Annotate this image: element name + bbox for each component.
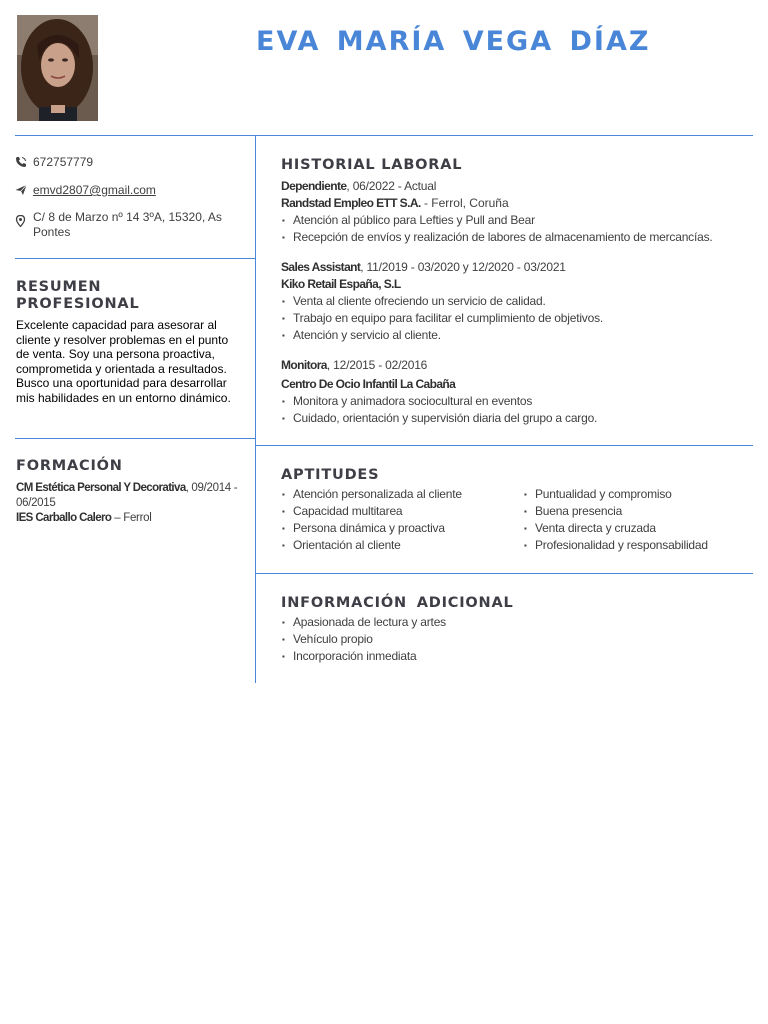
job-dates: , 06/2022 - Actual [346,179,437,193]
job-bullet: ▪ Venta al cliente ofreciendo un servicio de calidad. [281,293,603,310]
job-bullet: ▪ Trabajo en equipo para facilitar el cumplimiento de objetivos. [281,310,603,327]
job-company: Centro De Ocio Infantil La Cabaña [281,377,456,391]
skill-item: ▪ Venta directa y cruzada [523,520,708,537]
additional-title: INFORMACIÓN ADICIONAL [281,595,514,611]
job-bullet: ▪ Atención y servicio al cliente. [281,327,603,344]
additional-item: ▪ Incorporación inmediata [281,648,446,665]
job-bullet: ▪ Atención al público para Lefties y Pull and Bear [281,212,713,229]
skill-item: ▪ Capacidad multitarea [281,503,462,520]
job-entry [281,178,713,246]
skills-list-left [281,486,462,554]
education-dates: , 09/2014 - 06/2015 [16,482,238,509]
contact-phone [15,155,93,170]
additional-list [281,614,446,665]
contact-address [15,210,240,240]
job-dates: , 11/2019 - 03/2020 y 12/2020 - 03/2021 [360,260,566,274]
education-entry [16,481,246,526]
additional-item: ▪ Apasionada de lectura y artes [281,614,446,631]
contact-email[interactable] [15,183,156,198]
summary-text: Excelente capacidad para asesorar al cliente y resolver problemas en el punto de venta. Soy una persona proactiva, comprometida y orientada a resultados. Busco una oportunidad para desarrollar mis habilidades en un entorno dinámico. [16,318,231,405]
job-entry [281,259,603,344]
profile-photo [17,15,98,121]
job-role: Monitora [281,358,327,372]
skill-item: ▪ Atención personalizada al cliente [281,486,462,503]
header-divider [15,135,753,136]
skills-divider [255,573,753,574]
job-dates: , 12/2015 - 02/2016 [326,358,428,372]
education-school: IES Carballo Calero [16,512,112,524]
education-title: FORMACIÓN [16,458,123,474]
summary-divider [15,438,255,439]
skill-item: ▪ Profesionalidad y responsabilidad [523,537,708,554]
job-location: - Ferrol, Coruña [420,196,509,210]
skill-item: ▪ Puntualidad y compromiso [523,486,708,503]
email-link[interactable]: emvd2807@gmail.com [33,183,156,197]
location-pin-icon [15,214,33,228]
phone-number: 672757779 [33,155,94,169]
portrait-image [17,15,98,121]
job-role: Dependiente [281,179,347,193]
skill-item: ▪ Persona dinámica y proactiva [281,520,462,537]
skill-item: ▪ Orientación al cliente [281,537,462,554]
education-location: – Ferrol [111,512,152,524]
paper-plane-icon [15,183,33,197]
education-degree: CM Estética Personal Y Decorativa [16,482,186,494]
column-divider [255,135,256,683]
job-company: Kiko Retail España, S.L [281,277,401,291]
phone-icon [15,155,33,169]
skills-title: APTITUDES [281,467,380,483]
address-text: C/ 8 de Marzo nº 14 3ºA, 15320, As Pontes [33,210,222,239]
work-title: HISTORIAL LABORAL [281,157,463,173]
job-bullet: ▪ Cuidado, orientación y supervisión diaria del grupo a cargo. [281,410,597,427]
job-company: Randstad Empleo ETT S.A. [281,196,421,210]
contact-divider [15,258,255,259]
job-bullet: ▪ Monitora y animadora sociocultural en eventos [281,393,597,410]
skills-list-right [523,486,708,554]
job-entry [281,357,597,427]
job-role: Sales Assistant [281,260,361,274]
summary-title: RESUMEN PROFESIONAL [16,279,140,312]
work-divider [255,445,753,446]
candidate-name: EVA MARÍA VEGA DÍAZ [256,26,651,57]
skill-item: ▪ Buena presencia [523,503,708,520]
job-bullet: ▪ Recepción de envíos y realización de labores de almacenamiento de mercancías. [281,229,713,246]
additional-item: ▪ Vehículo propio [281,631,446,648]
